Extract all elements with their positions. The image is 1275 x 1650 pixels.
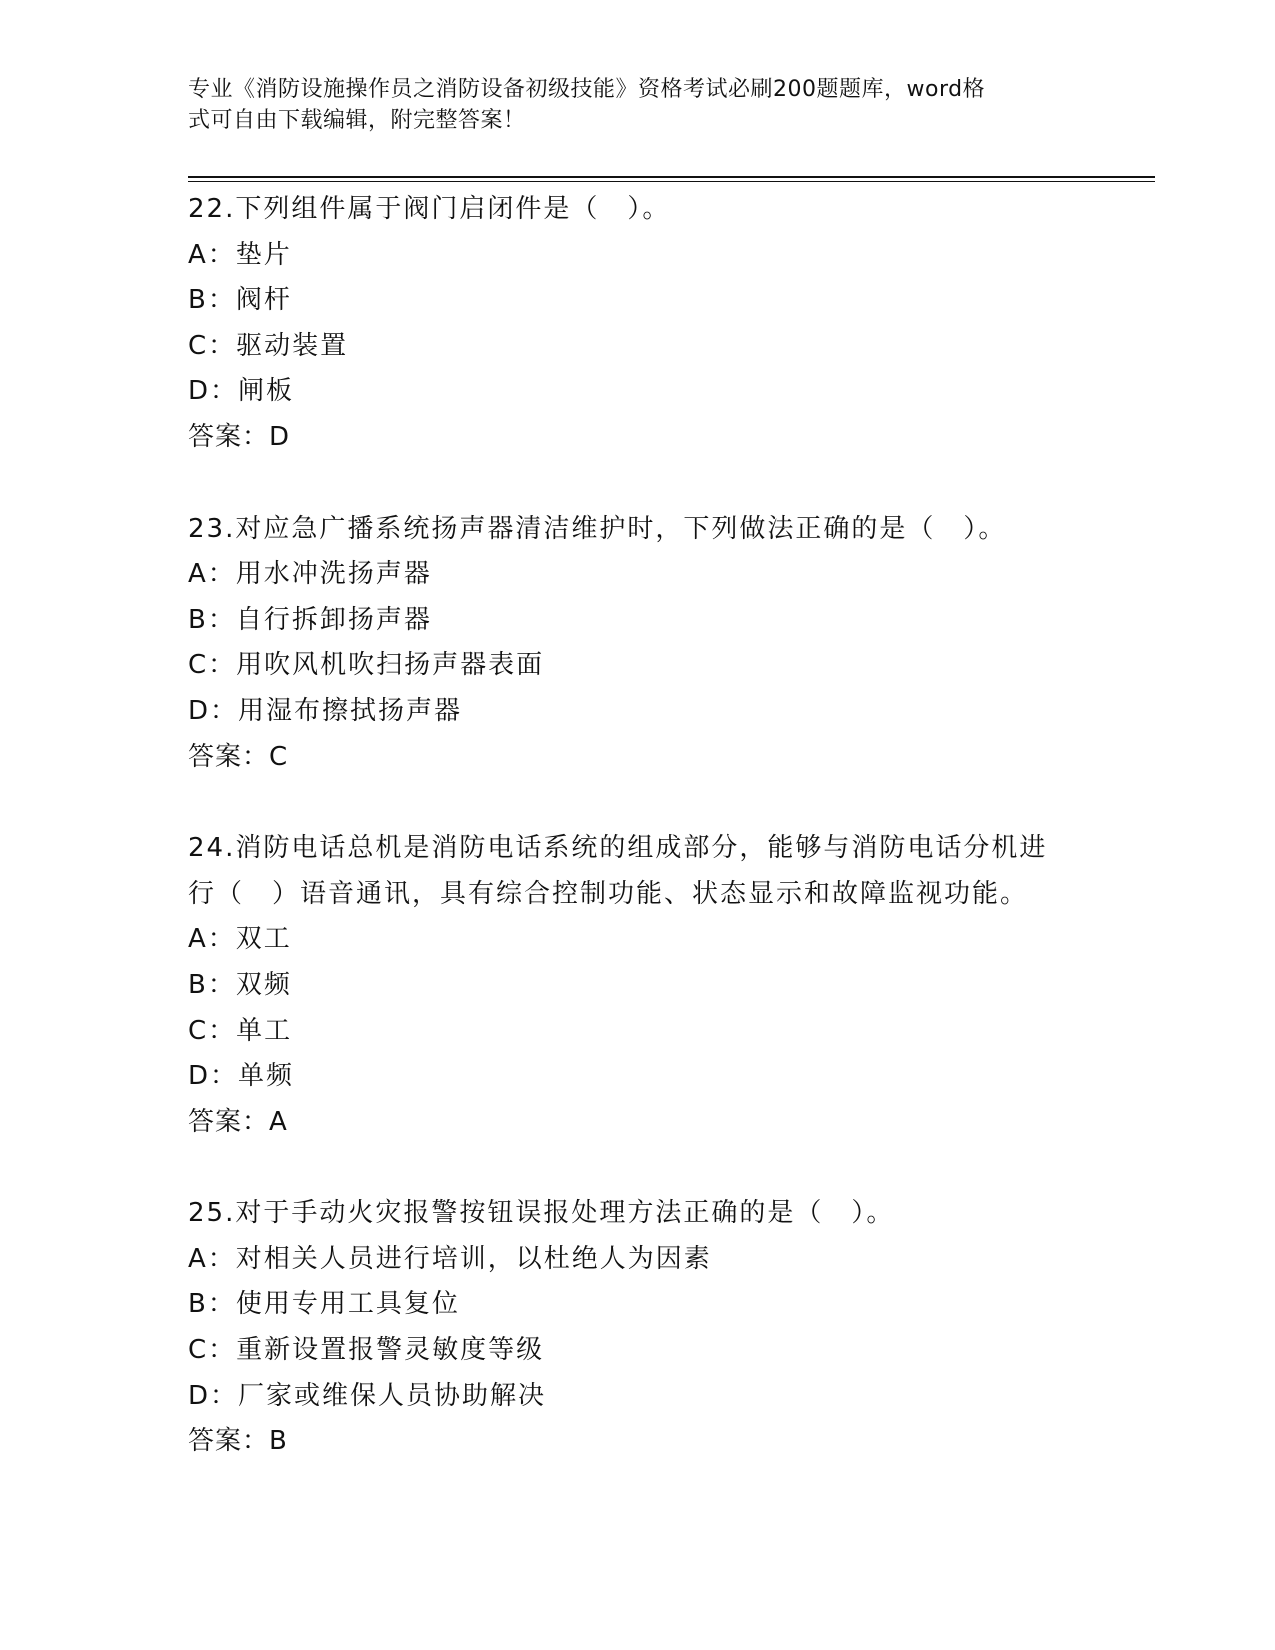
stem-line: 23.对应急广播系统扬声器清洁维护时，下列做法正确的是（ ）。 <box>188 513 1007 544</box>
option-b: B：双频 <box>188 969 292 1000</box>
question-stem <box>188 826 1088 917</box>
option-d: D：厂家或维保人员协助解决 <box>188 1380 547 1411</box>
question-24 <box>188 826 1088 1145</box>
header-divider-thick <box>188 176 1155 178</box>
header-divider-thin <box>188 181 1155 182</box>
answer: 答案：A <box>188 1106 288 1137</box>
header-line-2: 式可自由下载编辑，附完整答案！ <box>188 108 526 133</box>
question-stem <box>188 1191 1088 1237</box>
question-stem <box>188 507 1088 553</box>
option-a: A：垫片 <box>188 239 292 270</box>
question-23 <box>188 507 1088 781</box>
option-b: B：自行拆卸扬声器 <box>188 604 432 635</box>
option-a: A：用水冲洗扬声器 <box>188 559 432 590</box>
option-a: A：双工 <box>188 924 292 955</box>
option-d: D：单频 <box>188 1061 295 1092</box>
option-c: C：重新设置报警灵敏度等级 <box>188 1335 545 1366</box>
option-c: C：用吹风机吹扫扬声器表面 <box>188 650 545 681</box>
document-header <box>188 74 1088 136</box>
stem-line: 25.对于手动火灾报警按钮误报处理方法正确的是（ ）。 <box>188 1198 895 1229</box>
answer: 答案：D <box>188 421 291 452</box>
answer: 答案：C <box>188 741 289 772</box>
question-list <box>188 187 1088 1511</box>
stem-line: 行（ ）语音通讯，具有综合控制功能、状态显示和故障监视功能。 <box>188 878 1029 909</box>
option-d: D：用湿布擦拭扬声器 <box>188 695 463 726</box>
option-a: A：对相关人员进行培训，以杜绝人为因素 <box>188 1243 712 1274</box>
option-b: B：阀杆 <box>188 285 292 316</box>
stem-line: 22.下列组件属于阀门启闭件是（ ）。 <box>188 194 671 224</box>
option-c: C：驱动装置 <box>188 330 349 361</box>
stem-line: 24.消防电话总机是消防电话系统的组成部分，能够与消防电话分机进 <box>188 833 1048 864</box>
option-d: D：闸板 <box>188 376 295 407</box>
question-25 <box>188 1191 1088 1465</box>
option-c: C：单工 <box>188 1015 293 1046</box>
question-22 <box>188 187 1088 461</box>
question-stem <box>188 187 1088 233</box>
option-b: B：使用专用工具复位 <box>188 1289 460 1320</box>
header-line-1: 专业《消防设施操作员之消防设备初级技能》资格考试必刷200题题库，word格 <box>188 77 986 102</box>
answer: 答案：B <box>188 1426 288 1457</box>
